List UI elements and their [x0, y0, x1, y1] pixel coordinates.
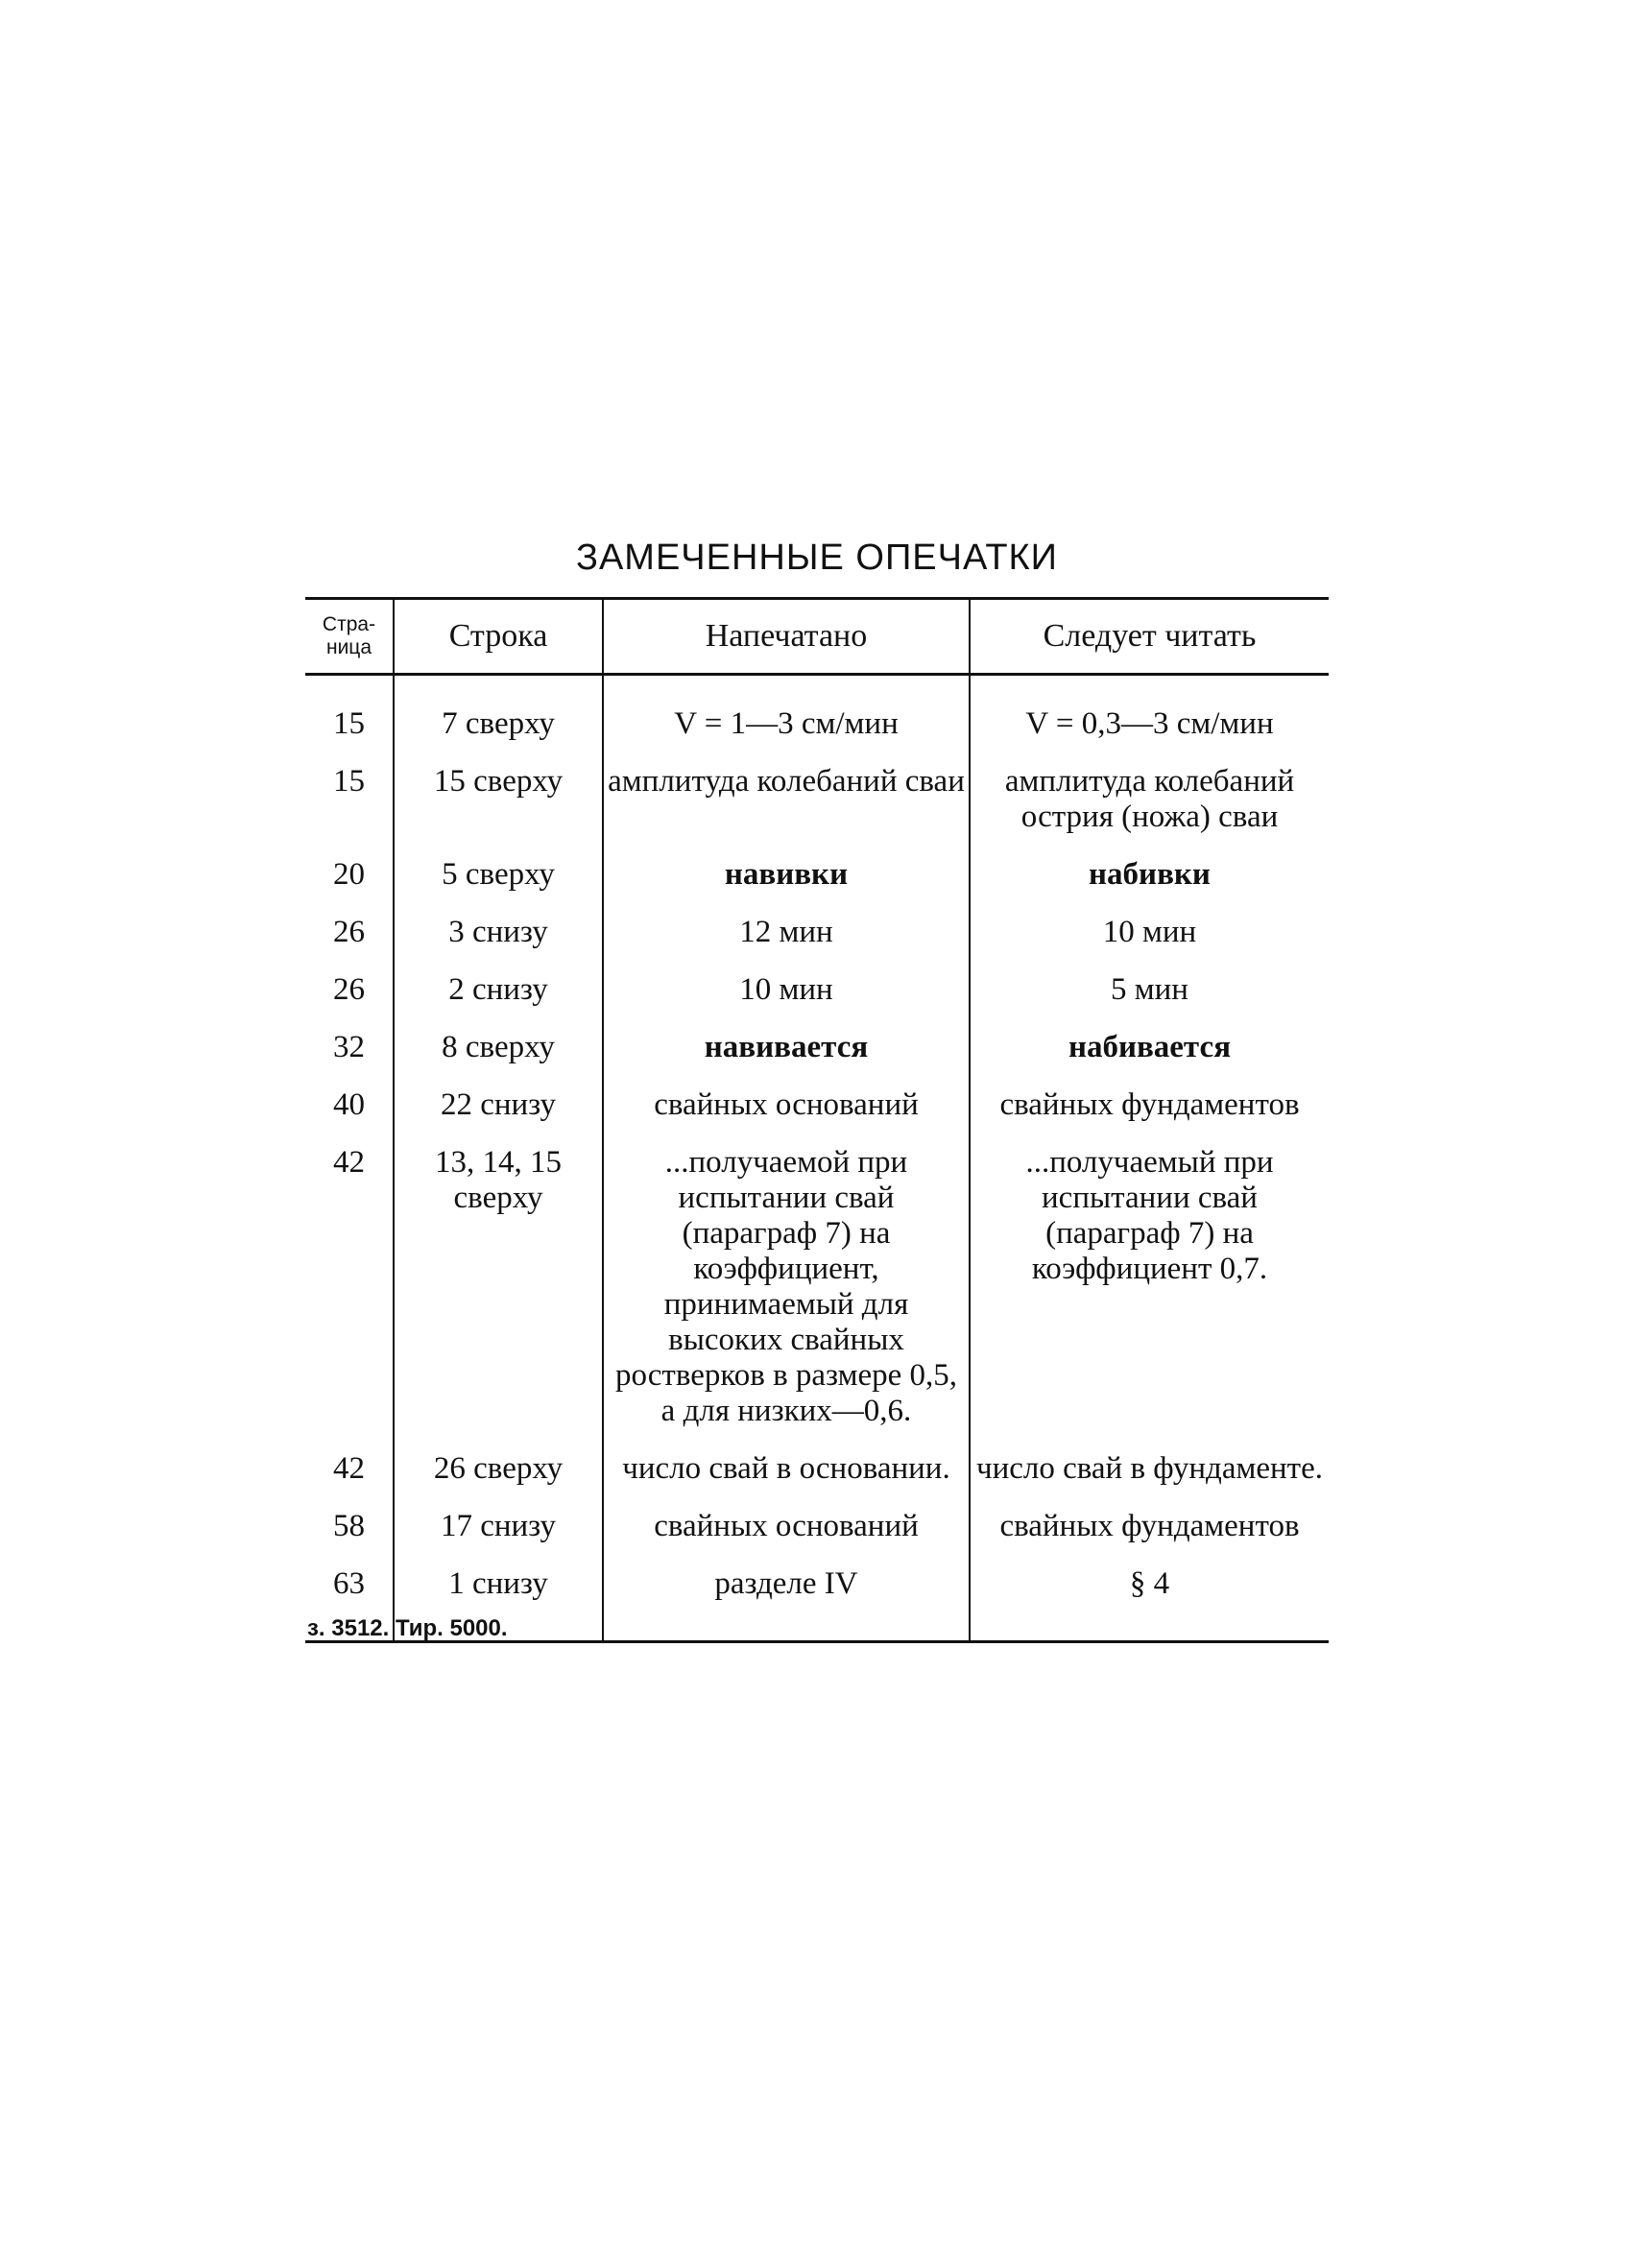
column-header-read-as: Следует читать	[970, 599, 1329, 675]
cell-read-as: число свай в фундаменте.	[970, 1444, 1329, 1502]
cell-read-as: ...получаемый при испытании свай (параграф 7) на коэффициент 0,7.	[970, 1138, 1329, 1444]
cell-page: 63	[333, 1566, 365, 1601]
cell-printed: свайных оснований	[603, 1502, 970, 1560]
cell-line: 8 сверху	[394, 1023, 603, 1081]
cell-read-as: набивается	[970, 1023, 1329, 1081]
table-row	[305, 1444, 1329, 1502]
table-row	[305, 1081, 1329, 1138]
cell-page: 15	[333, 764, 365, 799]
column-header-printed: Напечатано	[603, 599, 970, 675]
cell-read-as: 5 мин	[970, 966, 1329, 1023]
cell-read-as: набивки	[970, 850, 1329, 908]
cell-page: 26	[333, 915, 365, 949]
cell-printed: 12 мин	[603, 908, 970, 966]
column-header-page: Стра-ница	[305, 599, 394, 675]
cell-printed: навивается	[603, 1023, 970, 1081]
cell-page: 58	[333, 1509, 365, 1543]
table-row	[305, 757, 1329, 850]
table-row	[305, 966, 1329, 1023]
cell-line: 13, 14, 15 сверху	[394, 1138, 603, 1444]
table-row	[305, 1023, 1329, 1081]
table-row	[305, 908, 1329, 966]
cell-printed: V = 1—3 см/мин	[603, 675, 970, 758]
cell-printed: свайных оснований	[603, 1081, 970, 1138]
cell-read-as: свайных фундаментов	[970, 1081, 1329, 1138]
column-header-line: Строка	[394, 599, 603, 675]
print-run-note: з. 3512. Тир. 5000.	[307, 1615, 508, 1641]
cell-line: 5 сверху	[394, 850, 603, 908]
table-row	[305, 850, 1329, 908]
cell-page: 15	[333, 706, 365, 741]
cell-line: 3 снизу	[394, 908, 603, 966]
cell-line: 22 снизу	[394, 1081, 603, 1138]
cell-printed: число свай в основании.	[603, 1444, 970, 1502]
cell-page: 26	[333, 972, 365, 1007]
cell-printed: амплитуда колебаний сваи	[603, 757, 970, 850]
cell-printed: ...получаемой при испытании свай (параграф 7) на коэффициент, принимаемый для высоких свайных ростверков в размере 0,5, а для низких—0,6.	[603, 1138, 970, 1444]
cell-page: 42	[333, 1451, 365, 1486]
errata-table	[305, 597, 1329, 1643]
cell-read-as: 10 мин	[970, 908, 1329, 966]
cell-page: 42	[333, 1145, 365, 1180]
cell-line: 15 сверху	[394, 757, 603, 850]
cell-line: 2 снизу	[394, 966, 603, 1023]
table-header-row	[305, 599, 1329, 675]
cell-read-as: свайных фундаментов	[970, 1502, 1329, 1560]
cell-page: 32	[333, 1030, 365, 1064]
page-title: ЗАМЕЧЕННЫЕ ОПЕЧАТКИ	[576, 537, 1058, 578]
cell-read-as: амплитуда колебаний острия (ножа) сваи	[970, 757, 1329, 850]
table-row	[305, 675, 1329, 758]
cell-read-as: § 4	[970, 1560, 1329, 1642]
table-row	[305, 1138, 1329, 1444]
cell-line: 26 сверху	[394, 1444, 603, 1502]
cell-page: 20	[333, 857, 365, 892]
cell-line: 7 сверху	[394, 675, 603, 758]
cell-line: 1 снизу	[394, 1560, 603, 1642]
cell-read-as: V = 0,3—3 см/мин	[970, 675, 1329, 758]
table-row	[305, 1502, 1329, 1560]
cell-printed: навивки	[603, 850, 970, 908]
cell-printed: разделе IV	[603, 1560, 970, 1642]
cell-line: 17 снизу	[394, 1502, 603, 1560]
cell-printed: 10 мин	[603, 966, 970, 1023]
cell-page: 40	[333, 1087, 365, 1122]
